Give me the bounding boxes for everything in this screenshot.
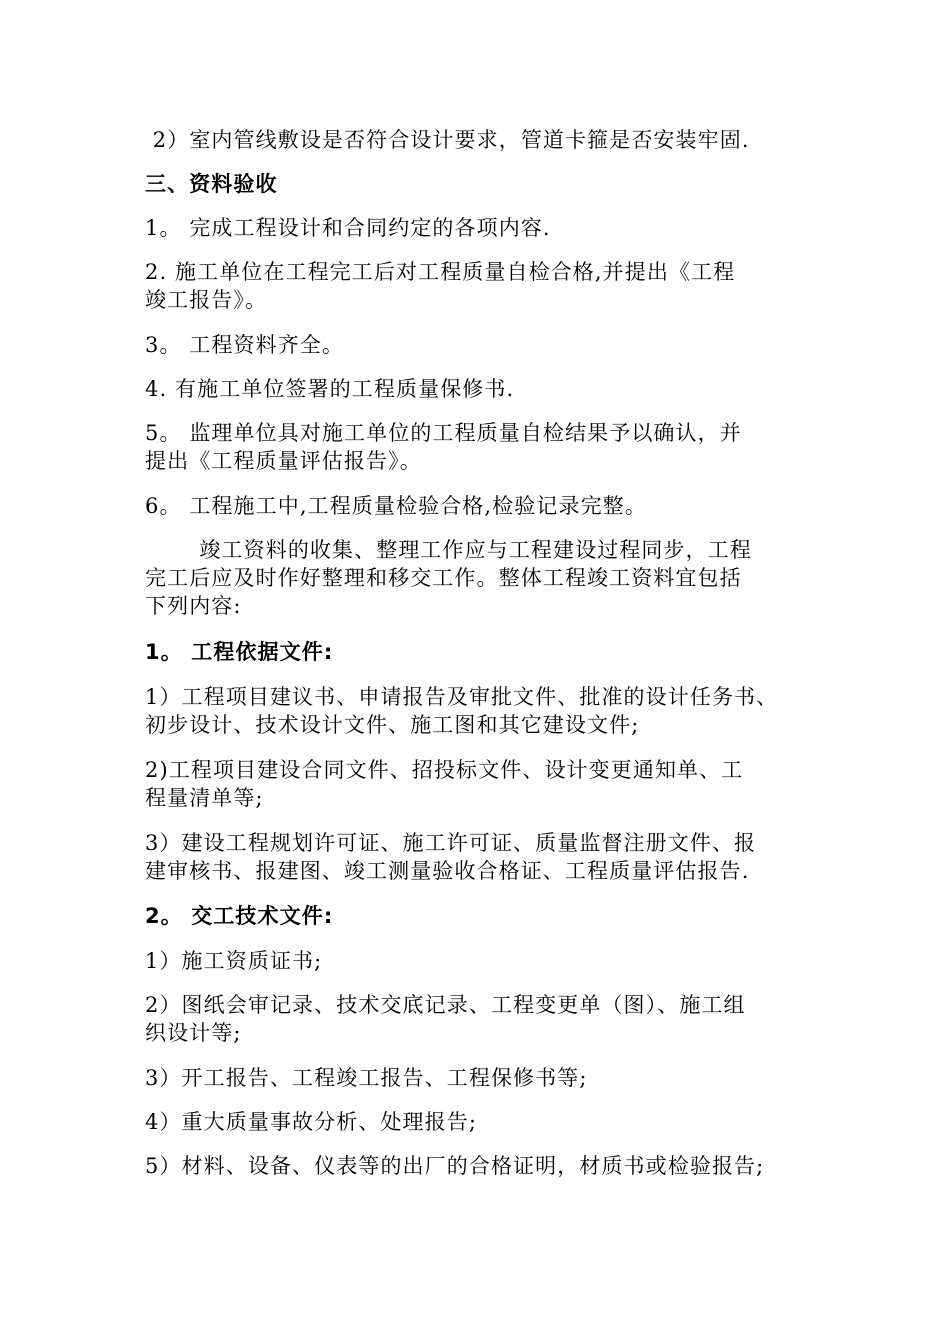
- text-line: 2. 施工单位在工程完工后对工程质量自检合格,并提出《工程: [145, 260, 736, 284]
- text-line: 完工后应及时作好整理和移交工作。整体工程竣工资料宜包括: [145, 566, 742, 590]
- paragraph-handover-item-2: [145, 991, 825, 1047]
- paragraph-item-3: [145, 331, 825, 359]
- paragraph-basis-item-1: [145, 683, 825, 739]
- paragraph-item-5: [145, 419, 825, 475]
- text-line: 1。 工程依据文件:: [145, 640, 334, 664]
- text-line: 下列内容:: [145, 594, 242, 618]
- text-line: 织设计等;: [145, 1021, 242, 1045]
- text-line: 2）图纸会审记录、技术交底记录、工程变更单（图）、施工组: [145, 993, 746, 1017]
- text-line: 1）工程项目建议书、申请报告及审批文件、批准的设计任务书、: [145, 685, 779, 709]
- paragraph-completion-docs-intro: [145, 536, 825, 620]
- text-line: 5。 监理单位具对施工单位的工程质量自检结果予以确认，并: [145, 421, 742, 445]
- paragraph-pipeline-check: [145, 126, 825, 154]
- text-line: 3。 工程资料齐全。: [145, 333, 345, 357]
- paragraph-basis-item-2: [145, 756, 825, 812]
- section-heading-documents-acceptance: [145, 170, 825, 198]
- paragraph-basis-item-3: [145, 829, 825, 885]
- text-line: 3）开工报告、工程竣工报告、工程保修书等;: [145, 1066, 588, 1090]
- text-line: 4）重大质量事故分析、处理报告;: [145, 1110, 478, 1134]
- text-line: 程量清单等;: [145, 786, 264, 810]
- text-line: 竣工报告》。: [145, 288, 268, 312]
- text-line: 三、资料验收: [145, 172, 278, 196]
- paragraph-item-1: [145, 214, 825, 242]
- subheading-handover-technical-documents: [145, 902, 825, 930]
- text-line: 竣工资料的收集、整理工作应与工程建设过程同步，工程: [145, 538, 752, 562]
- paragraph-handover-item-4: [145, 1108, 825, 1136]
- text-line: 2)工程项目建设合同文件、招投标文件、设计变更通知单、工: [145, 758, 744, 782]
- text-line: 6。 工程施工中,工程质量检验合格,检验记录完整。: [145, 494, 647, 518]
- paragraph-handover-item-1: [145, 947, 825, 975]
- paragraph-item-2: [145, 258, 825, 314]
- text-line: 1）施工资质证书;: [145, 949, 323, 973]
- text-line: 提出《工程质量评估报告》。: [145, 449, 422, 473]
- paragraph-item-4: [145, 375, 825, 403]
- subheading-basis-documents: [145, 638, 825, 666]
- text-line: 建审核书、报建图、竣工测量验收合格证、工程质量评估报告.: [145, 859, 750, 883]
- text-line: 4. 有施工单位签署的工程质量保修书.: [145, 377, 515, 401]
- text-line: 初步设计、技术设计文件、施工图和其它建设文件;: [145, 713, 640, 737]
- text-line: 2）室内管线敷设是否符合设计要求，管道卡箍是否安装牢固.: [145, 128, 750, 152]
- text-line: 2。 交工技术文件:: [145, 904, 334, 928]
- text-line: 1。 完成工程设计和合同约定的各项内容.: [145, 216, 551, 240]
- paragraph-item-6: [145, 492, 825, 520]
- text-line: 3）建设工程规划许可证、施工许可证、质量监督注册文件、报: [145, 831, 757, 855]
- paragraph-handover-item-3: [145, 1064, 825, 1092]
- text-line: 5）材料、设备、仪表等的出厂的合格证明，材质书或检验报告;: [145, 1154, 765, 1178]
- paragraph-handover-item-5: [145, 1152, 825, 1180]
